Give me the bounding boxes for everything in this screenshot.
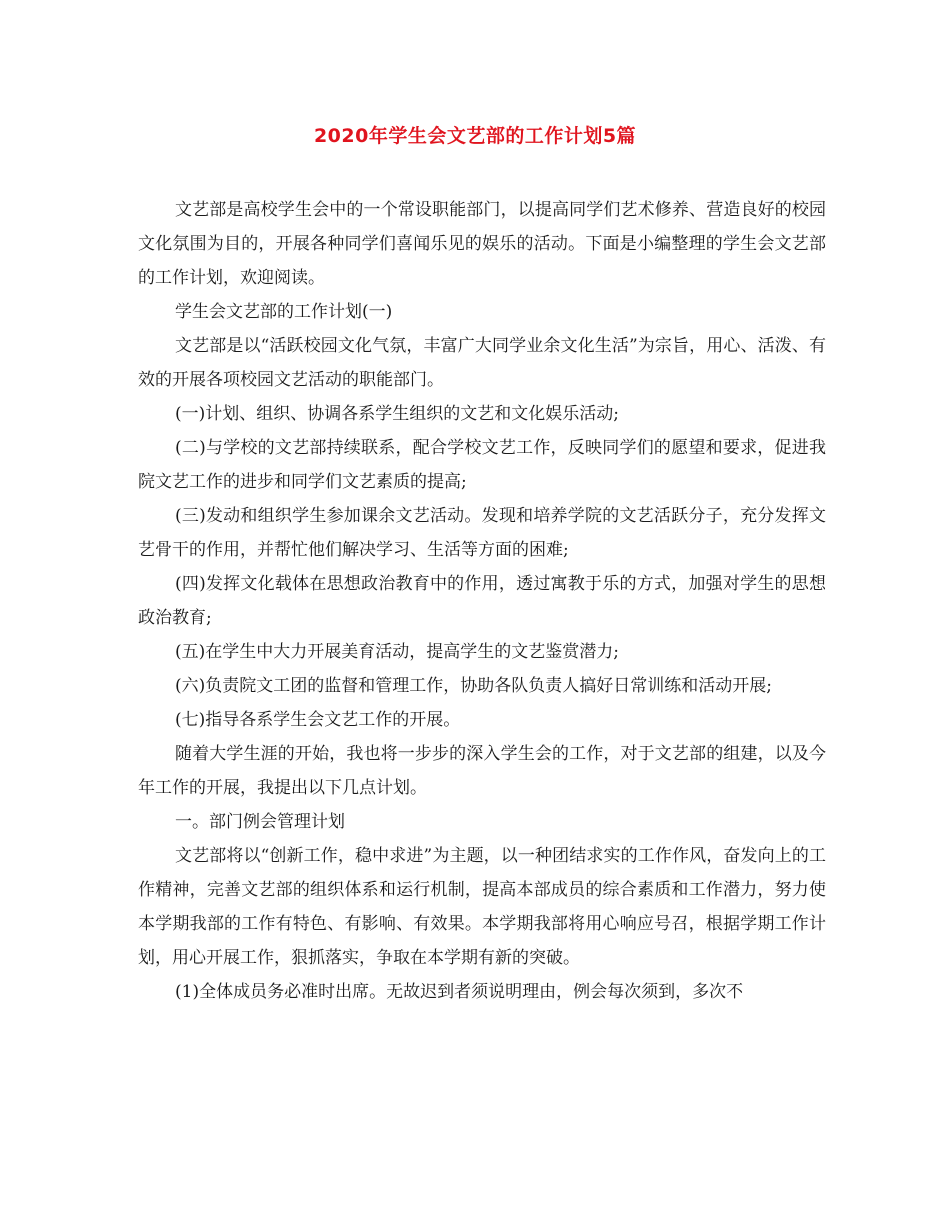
section-heading: 一。部门例会管理计划 [175, 812, 345, 832]
list-item: (五)在学生中大力开展美育活动，提高学生的文艺鉴赏潜力; [175, 642, 619, 662]
list-item: (三)发动和组织学生参加课余文艺活动。发现和培养学院的文艺活跃分子，充分发挥文艺骨干的作用，并帮忙他们解决学习、生活等方面的困难; [138, 506, 826, 560]
list-item: (二)与学校的文艺部持续联系，配合学校文艺工作，反映同学们的愿望和要求，促进我院文艺工作的进步和同学们文艺素质的提高; [138, 438, 826, 492]
list-item: (七)指导各系学生会文艺工作的开展。 [175, 710, 461, 730]
document-title: 2020年学生会文艺部的工作计划5篇 [313, 125, 637, 147]
document-body [138, 193, 826, 1009]
list-item: (四)发挥文化载体在思想政治教育中的作用，透过寓教于乐的方式，加强对学生的思想政治教育; [138, 574, 826, 628]
paragraph: 文艺部是高校学生会中的一个常设职能部门，以提高同学们艺术修养、营造良好的校园文化氛围为目的，开展各种同学们喜闻乐见的娱乐的活动。下面是小编整理的学生会文艺部的工作计划，欢迎阅读。 [138, 200, 826, 288]
list-item: (1)全体成员务必准时出席。无故迟到者须说明理由，例会每次须到，多次不 [175, 982, 744, 1002]
paragraph: 文艺部将以“创新工作，稳中求进”为主题，以一种团结求实的工作作风，奋发向上的工作精神，完善文艺部的组织体系和运行机制，提高本部成员的综合素质和工作潜力，努力使本学期我部的工作有特色、有影响、有效果。本学期我部将用心响应号召，根据学期工作计划，用心开展工作，狠抓落实，争取在本学期有新的突破。 [138, 846, 826, 968]
paragraph: 文艺部是以“活跃校园文化气氛，丰富广大同学业余文化生活”为宗旨，用心、活泼、有效的开展各项校园文艺活动的职能部门。 [138, 336, 826, 390]
paragraph: 随着大学生涯的开始，我也将一步步的深入学生会的工作，对于文艺部的组建，以及今年工作的开展，我提出以下几点计划。 [138, 744, 826, 798]
list-item: (一)计划、组织、协调各系学生组织的文艺和文化娱乐活动; [175, 404, 619, 424]
section-heading: 学生会文艺部的工作计划(一) [175, 302, 393, 322]
list-item: (六)负责院文工团的监督和管理工作，协助各队负责人搞好日常训练和活动开展; [175, 676, 772, 696]
